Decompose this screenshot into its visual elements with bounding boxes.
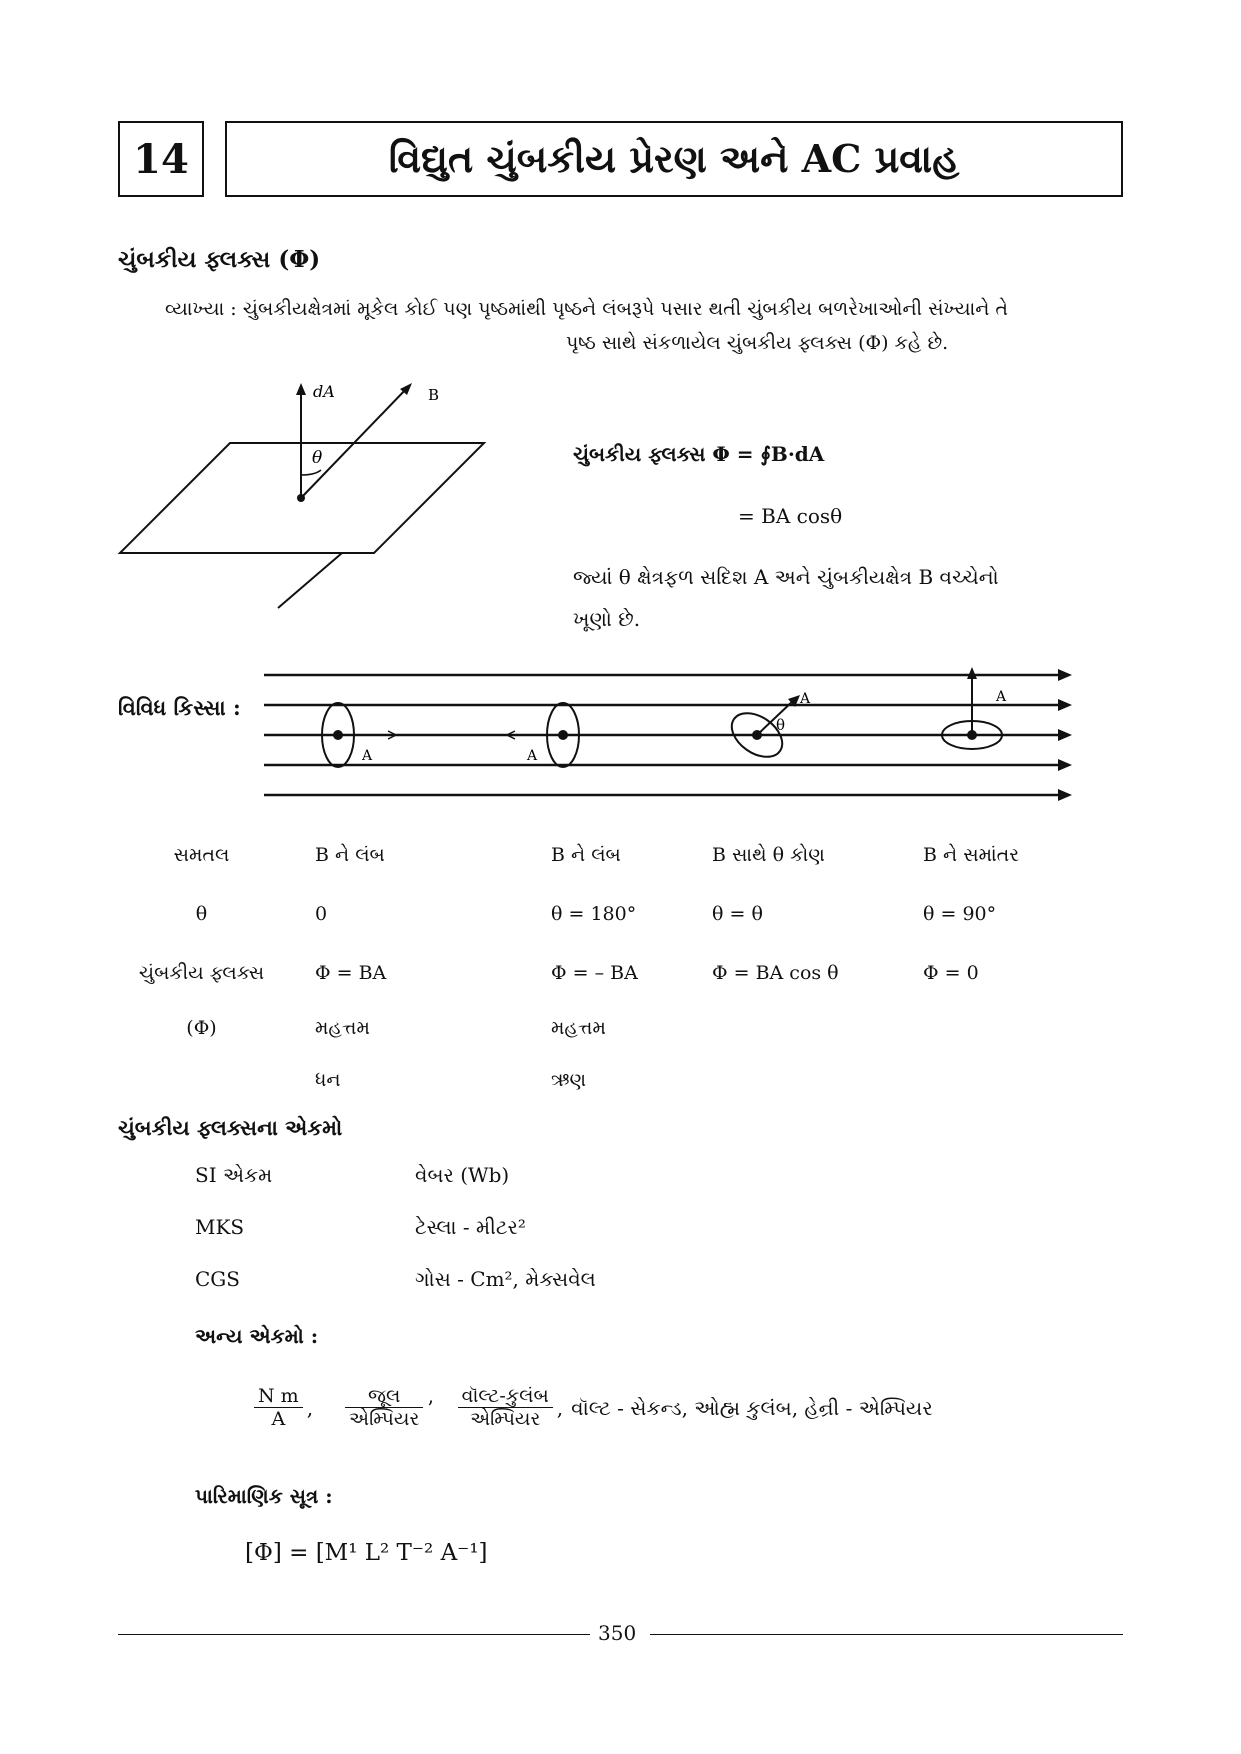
unit-value-cgs: ગોસ - Cm², મેક્સવેલ [415, 1267, 596, 1291]
cases-diagram [260, 665, 1080, 815]
chapter-number: 14 [118, 121, 204, 197]
section-heading-magnetic-flux: ચુંબકીય ફ્લક્સ (Φ) [118, 246, 321, 273]
fraction-denominator: એમ્પિયર [349, 1408, 420, 1430]
cases-cell: ઋણ [551, 1069, 587, 1091]
cases-row-head: θ [195, 902, 208, 925]
area-label-3: A [800, 691, 811, 707]
fraction-volt-coulomb-per-ampere [458, 1385, 553, 1430]
flux-formula-cos: = BA cosθ [738, 504, 843, 528]
units-heading: ચુંબકીય ફ્લક્સના એકમો [118, 1115, 343, 1140]
fraction-joule-per-ampere [345, 1385, 423, 1430]
flux-formula: ચુંબકીય ફ્લક્સ Φ = ∮B·dA [573, 442, 825, 466]
theta-label: θ [312, 448, 323, 468]
fraction-denominator: A [271, 1408, 286, 1430]
cases-cell: θ = 90° [923, 902, 997, 925]
cases-row-head: સમતલ [173, 843, 230, 866]
cases-cell: θ = θ [712, 902, 763, 925]
cases-table [118, 825, 1124, 1106]
cases-cell: B ને લંબ [551, 843, 621, 866]
cases-row-head: (Φ) [186, 1017, 217, 1039]
arrowhead-1 [1058, 669, 1072, 681]
unit-system-mks: MKS [195, 1215, 245, 1239]
cases-label: વિવિધ કિસ્સા : [118, 695, 241, 720]
cases-row [118, 1054, 1124, 1106]
footer-line-right [650, 1634, 1123, 1635]
cases-cell [712, 1054, 923, 1106]
arrowhead-2 [1058, 699, 1072, 711]
fraction-nm-per-a [254, 1385, 303, 1430]
cases-row [118, 1002, 1124, 1054]
fraction-numerator: જૂલ [345, 1385, 423, 1408]
cases-cell: Φ = BA [315, 961, 387, 984]
note-line-1: જ્યાં θ ક્ષેત્રફળ સદિશ A અને ચુંબકીયક્ષેત્ર B વચ્ચેનો [573, 565, 999, 589]
dimensional-formula-heading: પારિમાણિક સૂત્ર : [195, 1484, 333, 1508]
cases-cell: B સાથે θ કોણ [712, 843, 825, 866]
cases-cell: Φ = 0 [923, 961, 979, 984]
area-label-1: A [362, 748, 373, 764]
b-field-line-below [278, 553, 342, 608]
cases-cell: Φ = BA cos θ [712, 961, 839, 984]
da-label: dA [313, 382, 335, 401]
arrowhead-4 [1058, 759, 1072, 771]
theta-label-case-3: θ [776, 716, 786, 734]
definition-line-2: પૃષ્ઠ સાથે સંકળાયેલ ચુંબકીય ફ્લક્સ (Φ) કહે છે. [566, 332, 949, 354]
unit-system-si: SI એકમ [195, 1163, 273, 1187]
origin-dot [297, 494, 305, 502]
b-label: B [428, 386, 440, 404]
cases-cell: ધન [315, 1069, 341, 1091]
other-units-heading: અન્ય એકમો : [195, 1324, 319, 1348]
fraction-denominator: એમ્પિયર [470, 1408, 541, 1430]
cases-cell [923, 1002, 1124, 1054]
area-label-4: A [996, 689, 1007, 705]
cases-cell: મહત્તમ [315, 1017, 370, 1039]
chapter-title: વિદ્યુત ચુંબકીય પ્રેરણ અને AC પ્રવાહ [225, 121, 1123, 197]
arrowhead-5 [1058, 789, 1072, 801]
theta-arc [301, 470, 321, 475]
area-arrowhead-4 [967, 667, 977, 679]
footer-line-left [118, 1634, 590, 1635]
cases-row [118, 825, 1124, 884]
cases-row [118, 943, 1124, 1002]
cases-cell [712, 1002, 923, 1054]
loop-center-1 [333, 730, 343, 740]
other-units-row [250, 1385, 933, 1430]
arrowhead-3 [1058, 729, 1072, 741]
unit-value-si: વેબર (Wb) [415, 1163, 510, 1187]
fraction-numerator: N m [254, 1385, 303, 1408]
loop-center-2 [558, 730, 568, 740]
cases-row [118, 884, 1124, 943]
cases-row-head [118, 1054, 285, 1106]
cases-cell [923, 1054, 1124, 1106]
definition-line-1: વ્યાખ્યા : ચુંબકીયક્ષેત્રમાં મૂકેલ કોઈ પણ પૃષ્ઠમાંથી પૃષ્ઠને લંબરૂપે પસાર થતી ચુંબકીય બળરેખાઓની સંખ્યાને તે [165, 298, 1009, 320]
cases-cell: θ = 180° [551, 902, 637, 925]
other-units-rest: વૉલ્ટ - સેકન્ડ, ઓહ્મ કુલંબ, હેન્રી - એમ્પિયર [571, 1395, 933, 1420]
unit-value-mks: ટેસ્લા - મીટર² [415, 1215, 526, 1239]
page-number: 350 [598, 1621, 637, 1645]
cases-cell: 0 [315, 902, 328, 925]
cases-table-body [118, 825, 1124, 1106]
fraction-numerator: વૉલ્ટ-કુલંબ [458, 1385, 553, 1408]
cases-cell: Φ = – BA [551, 961, 638, 984]
fraction-separator: , [556, 1395, 564, 1420]
note-line-2: ખૂણો છે. [573, 607, 641, 631]
fraction-separator: , [306, 1395, 314, 1420]
cases-cell: B ને લંબ [315, 843, 385, 866]
surface-flux-diagram [110, 375, 500, 620]
field-arrowheads [1058, 669, 1072, 801]
cases-cell: મહત્તમ [551, 1017, 606, 1039]
cases-cell: B ને સમાંતર [923, 843, 1020, 866]
field-lines [264, 675, 1060, 795]
dimensional-formula: [Φ] = [M¹ L² T⁻² A⁻¹] [245, 1540, 488, 1566]
cases-row-head: ચુંબકીય ફ્લક્સ [138, 961, 265, 984]
area-label-2: A [527, 748, 538, 764]
fraction-separator: ’ [427, 1395, 434, 1420]
unit-system-cgs: CGS [195, 1267, 240, 1291]
da-arrowhead [296, 383, 306, 395]
